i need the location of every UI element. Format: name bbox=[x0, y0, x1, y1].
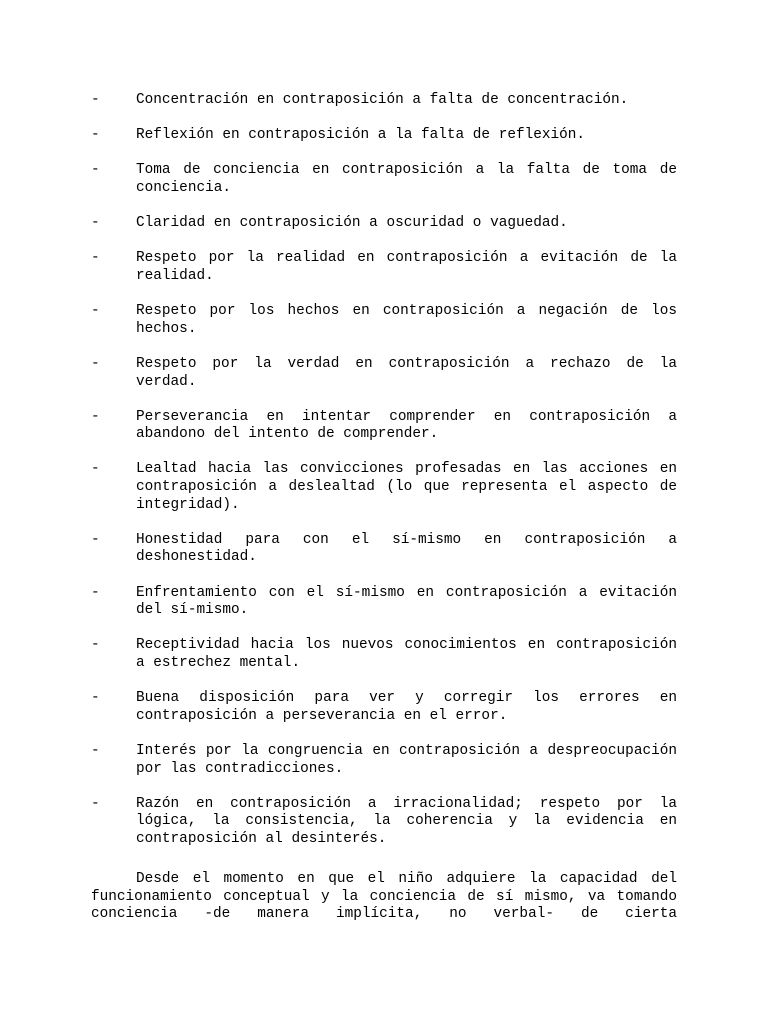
list-bullet: - bbox=[91, 215, 100, 232]
closing-paragraph: Desde el momento en que el niño adquiere la capacidad del funcionamiento conceptual y la conciencia de sí mismo, va tomando conciencia -de manera implícita, no verbal- de cierta bbox=[91, 871, 677, 923]
list-bullet: - bbox=[91, 408, 100, 425]
list-bullet: - bbox=[91, 637, 100, 654]
list-item-text: Claridad en contraposición a oscuridad o vaguedad. bbox=[136, 215, 568, 232]
list-item bbox=[91, 532, 677, 567]
list-item-text: Interés por la congruencia en contraposición a despreocupación por las contradicciones. bbox=[136, 742, 677, 777]
list-bullet: - bbox=[91, 92, 100, 108]
list-item-text: Lealtad hacia las convicciones profesadas en las acciones en contraposición a deslealtad (lo que representa el aspecto de integridad). bbox=[136, 461, 677, 513]
list-item bbox=[91, 303, 677, 338]
list-bullet: - bbox=[91, 461, 100, 478]
list-item bbox=[91, 461, 677, 514]
list-bullet: - bbox=[91, 795, 100, 812]
list-item bbox=[91, 215, 677, 233]
list-item bbox=[91, 409, 677, 444]
list-bullet: - bbox=[91, 690, 100, 707]
list-item bbox=[91, 743, 677, 778]
list-item-text: Buena disposición para ver y corregir los errores en contraposición a perseverancia en el error. bbox=[136, 690, 677, 724]
list-item bbox=[91, 127, 677, 145]
list-item bbox=[91, 637, 677, 672]
list-bullet: - bbox=[91, 584, 100, 601]
list-item-text: Toma de conciencia en contraposición a la falta de toma de conciencia. bbox=[136, 162, 677, 196]
list-bullet: - bbox=[91, 355, 100, 372]
list-bullet: - bbox=[91, 531, 100, 548]
list-item bbox=[91, 356, 677, 391]
list-bullet: - bbox=[91, 742, 100, 759]
list-item bbox=[91, 92, 677, 110]
list-item-text: Razón en contraposición a irracionalidad; respeto por la lógica, la consistencia, la coherencia y la evidencia en contraposición al desinterés. bbox=[136, 795, 677, 847]
list-bullet: - bbox=[91, 162, 100, 179]
list-item-text: Respeto por la verdad en contraposición a rechazo de la verdad. bbox=[136, 355, 677, 390]
list-item-text: Reflexión en contraposición a la falta de reflexión. bbox=[136, 127, 586, 144]
list-item-text: Respeto por la realidad en contraposición a evitación de la realidad. bbox=[136, 250, 677, 284]
list-item bbox=[91, 690, 677, 725]
list-item bbox=[91, 162, 677, 197]
list-bullet: - bbox=[91, 250, 100, 267]
list-item-text: Honestidad para con el sí-mismo en contraposición a deshonestidad. bbox=[136, 531, 677, 566]
list-item-text: Enfrentamiento con el sí-mismo en contraposición a evitación del sí-mismo. bbox=[136, 584, 677, 619]
list-item-text: Concentración en contraposición a falta de concentración. bbox=[136, 92, 629, 108]
list-item bbox=[91, 796, 677, 849]
contrast-list bbox=[91, 92, 677, 866]
list-item bbox=[91, 585, 677, 620]
list-bullet: - bbox=[91, 303, 100, 320]
list-item-text: Respeto por los hechos en contraposición a negación de los hechos. bbox=[136, 303, 677, 337]
list-bullet: - bbox=[91, 127, 100, 144]
list-item-text: Receptividad hacia los nuevos conocimientos en contraposición a estrechez mental. bbox=[136, 637, 677, 671]
list-item-text: Perseverancia en intentar comprender en contraposición a abandono del intento de comprender. bbox=[136, 408, 677, 443]
list-item bbox=[91, 250, 677, 285]
